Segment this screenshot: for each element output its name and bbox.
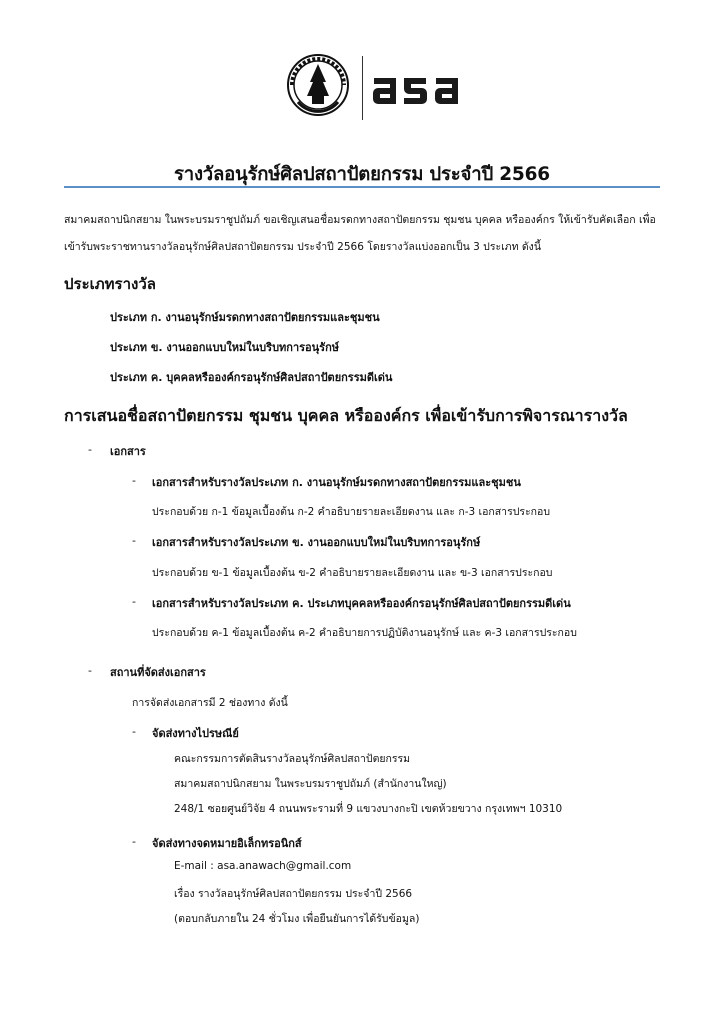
award-type-a: ประเภท ก. งานอนุรักษ์มรดกทางสถาปัตยกรรมและชุมชน: [110, 311, 380, 324]
email-label: จัดส่งทางจดหมายอิเล็กทรอนิกส์: [152, 837, 302, 850]
intro-line-2: เข้ารับพระราชทานรางวัลอนุรักษ์ศิลปสถาปัตยกรรม ประจำปี 2566 โดยรางวัลแบ่งออกเป็น 3 ประเภท ดังนี้: [64, 241, 541, 253]
submission-intro: การจัดส่งเอกสารมี 2 ช่องทาง ดังนี้: [132, 697, 288, 709]
bullet-dash: -: [132, 534, 136, 547]
title-underline: [64, 186, 660, 188]
bullet-dash: -: [132, 835, 136, 848]
page-title: รางวัลอนุรักษ์ศิลปสถาปัตยกรรม ประจำปี 2566: [174, 164, 550, 185]
asa-wordmark-logo: [372, 64, 468, 108]
post-line-2: สมาคมสถาปนิกสยาม ในพระบรมราชูปถัมภ์ (สำนักงานใหญ่): [174, 778, 447, 790]
asa-seal-logo: [286, 52, 350, 118]
document-a-detail: ประกอบด้วย ก-1 ข้อมูลเบื้องต้น ก-2 คำอธิบายรายละเอียดงาน และ ก-3 เอกสารประกอบ: [152, 506, 550, 518]
award-type-c: ประเภท ค. บุคคลหรือองค์กรอนุรักษ์ศิลปสถาปัตยกรรมดีเด่น: [110, 371, 393, 384]
document-b-detail: ประกอบด้วย ข-1 ข้อมูลเบื้องต้น ข-2 คำอธิบายรายละเอียดงาน และ ข-3 เอกสารประกอบ: [152, 567, 553, 579]
intro-line-1: สมาคมสถาปนิกสยาม ในพระบรมราชูปถัมภ์ ขอเชิญเสนอชื่อมรดกทางสถาปัตยกรรม ชุมชน บุคคล หรือองค์กร ให้เข้ารับคัดเลือก เพื่อ: [64, 214, 656, 226]
post-label: จัดส่งทางไปรษณีย์: [152, 727, 239, 740]
bullet-dash: -: [132, 725, 136, 738]
email-address[interactable]: E-mail : asa.anawach@gmail.com: [174, 860, 352, 872]
post-line-3: 248/1 ซอยศูนย์วิจัย 4 ถนนพระรามที่ 9 แขวงบางกะปิ เขตห้วยขวาง กรุงเทพฯ 10310: [174, 803, 563, 815]
document-c-title: เอกสารสำหรับรางวัลประเภท ค. ประเภทบุคคลหรือองค์กรอนุรักษ์ศิลปสถาปัตยกรรมดีเด่น: [152, 597, 571, 610]
logo-divider: [362, 56, 363, 120]
document-c-detail: ประกอบด้วย ค-1 ข้อมูลเบื้องต้น ค-2 คำอธิบายการปฏิบัติงานอนุรักษ์ และ ค-3 เอกสารประกอบ: [152, 627, 577, 639]
bullet-dash: -: [88, 664, 92, 677]
bullet-dash: -: [132, 595, 136, 608]
post-line-1: คณะกรรมการตัดสินรางวัลอนุรักษ์ศิลปสถาปัตยกรรม: [174, 753, 411, 765]
email-subject: เรื่อง รางวัลอนุรักษ์ศิลปสถาปัตยกรรม ประจำปี 2566: [174, 888, 413, 900]
award-type-b: ประเภท ข. งานออกแบบใหม่ในบริบทการอนุรักษ์: [110, 341, 339, 354]
submission-label: สถานที่จัดส่งเอกสาร: [110, 666, 206, 679]
document-a-title: เอกสารสำหรับรางวัลประเภท ก. งานอนุรักษ์มรดกทางสถาปัตยกรรมและชุมชน: [152, 476, 521, 489]
document-b-title: เอกสารสำหรับรางวัลประเภท ข. งานออกแบบใหม่ในบริบทการอนุรักษ์: [152, 536, 481, 549]
nomination-heading: การเสนอชื่อสถาปัตยกรรม ชุมชน บุคคล หรือองค์กร เพื่อเข้ารับการพิจารณารางวัล: [64, 406, 628, 425]
bullet-dash: -: [132, 474, 136, 487]
email-note: (ตอบกลับภายใน 24 ชั่วโมง เพื่อยืนยันการได้รับข้อมูล): [174, 913, 420, 925]
bullet-dash: -: [88, 443, 92, 456]
award-types-heading: ประเภทรางวัล: [64, 275, 156, 293]
documents-label: เอกสาร: [110, 445, 146, 458]
